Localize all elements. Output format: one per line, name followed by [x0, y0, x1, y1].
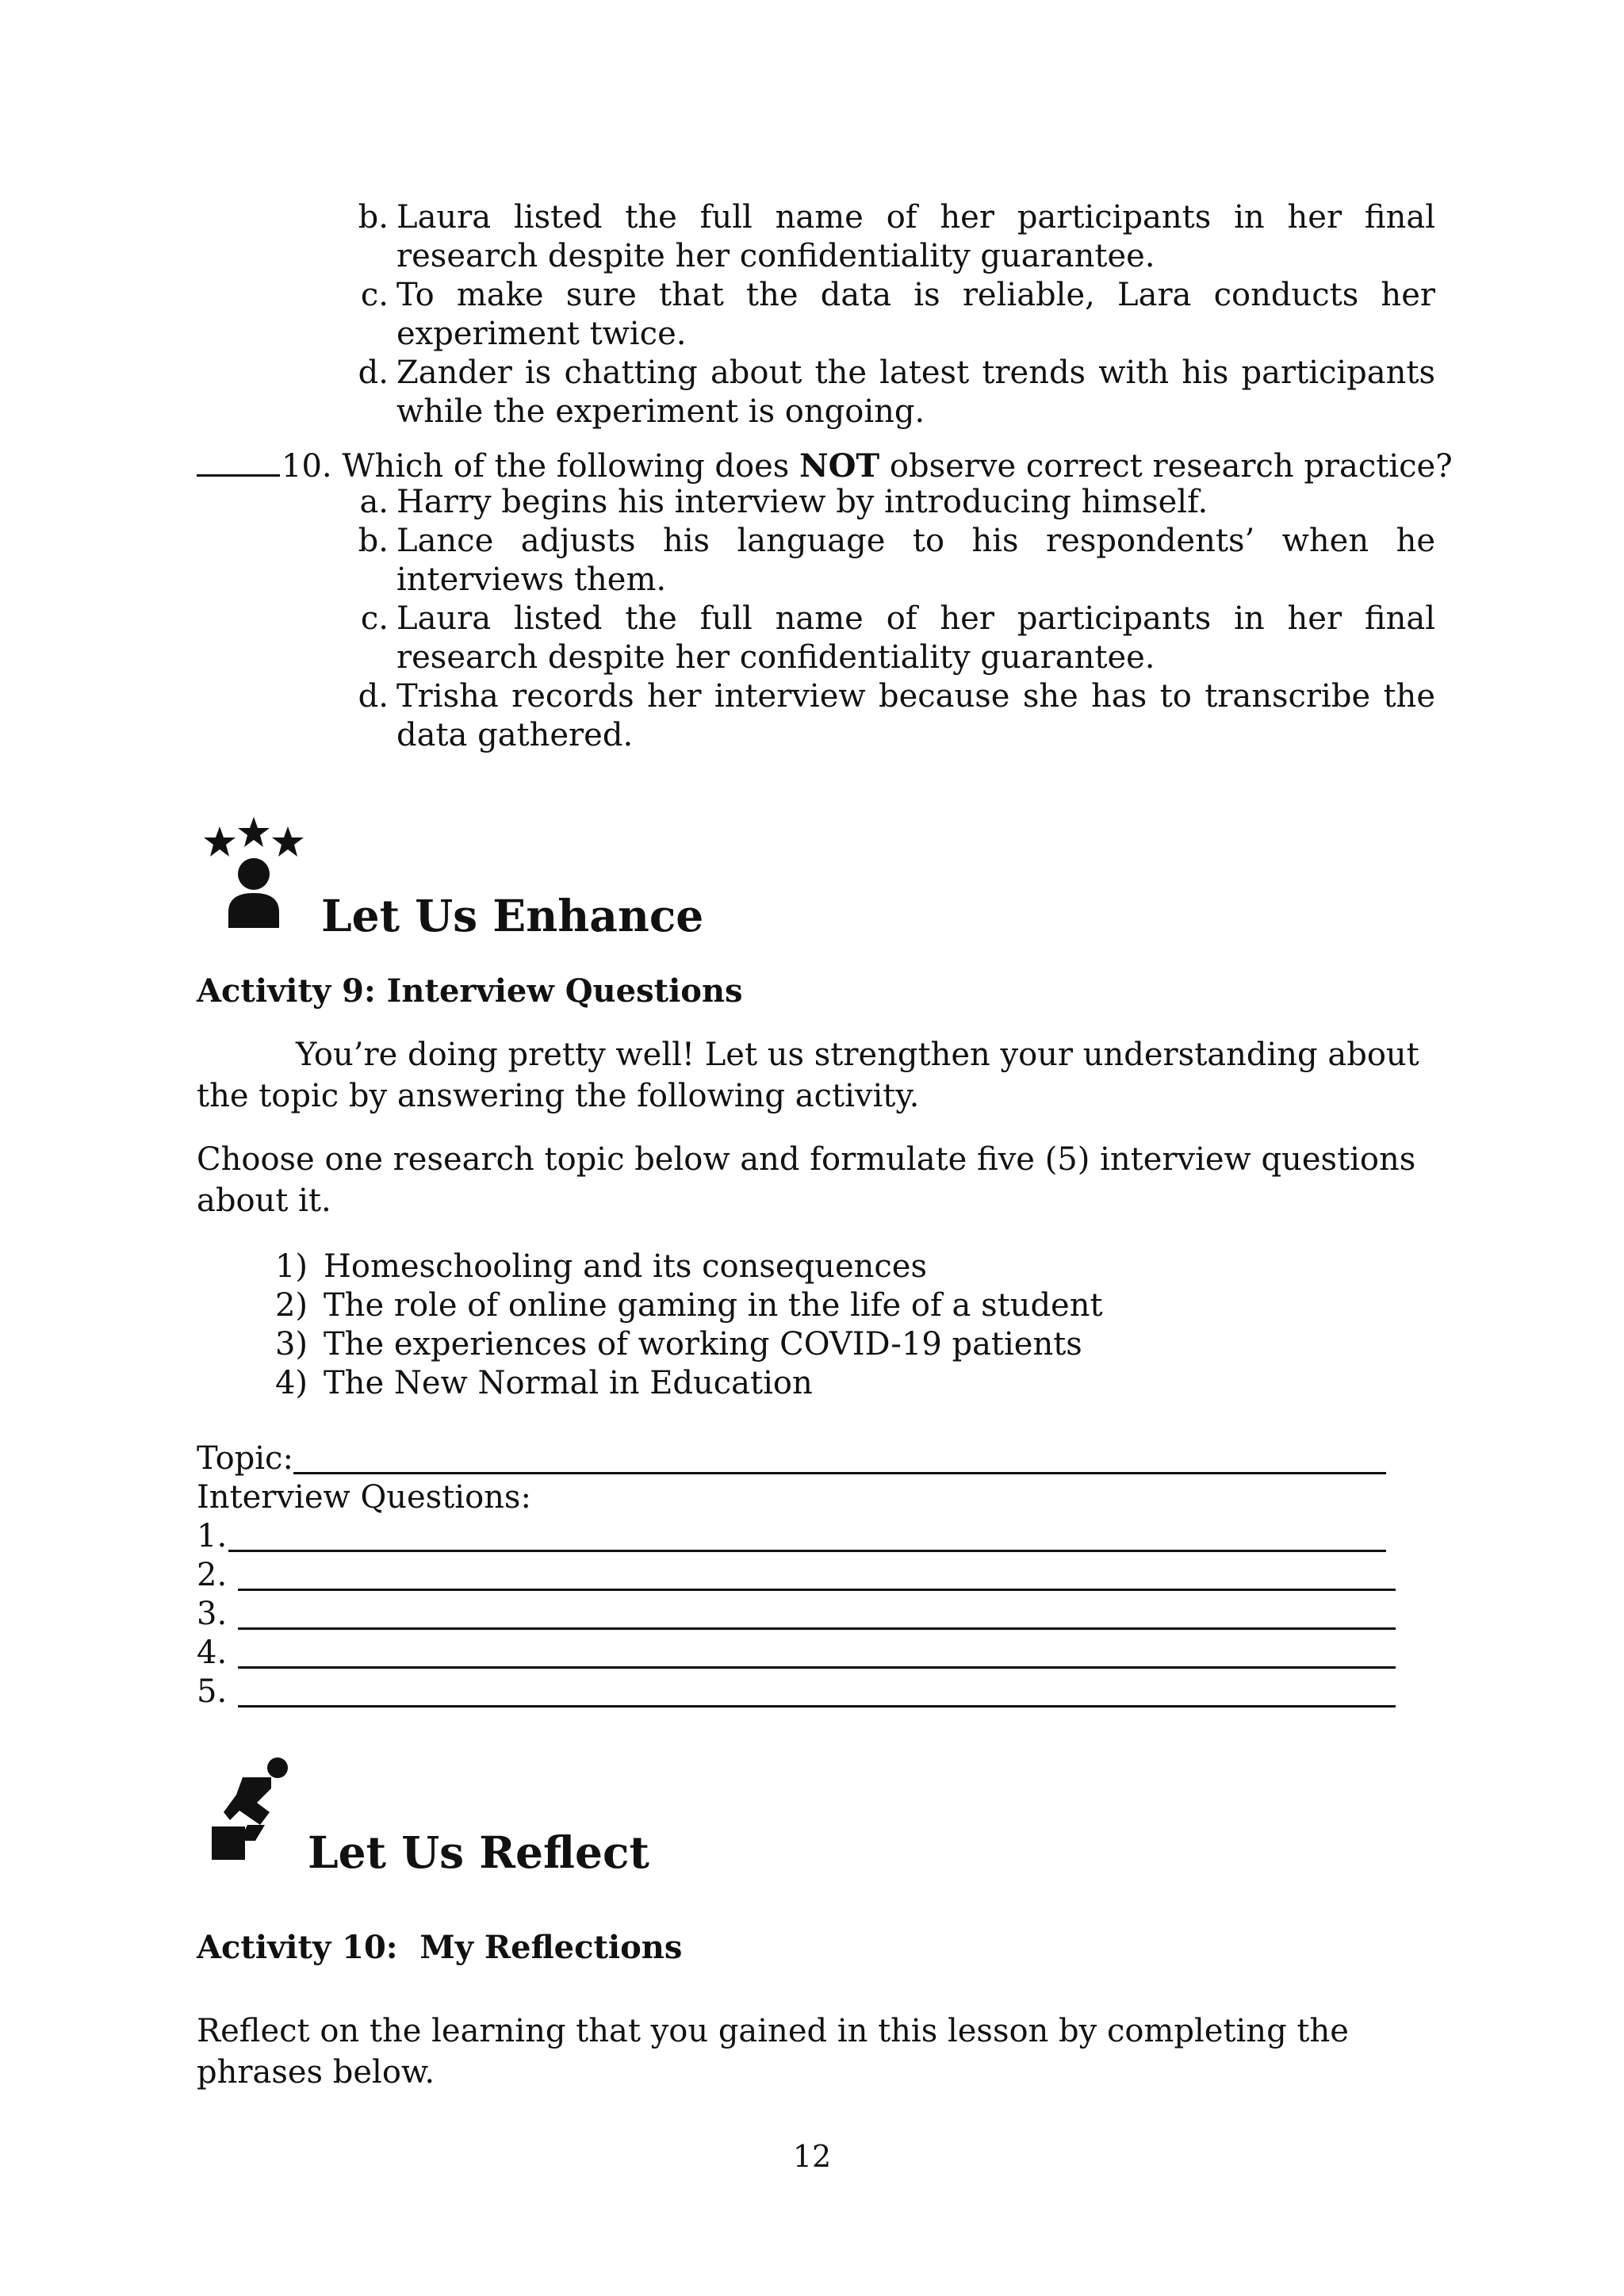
option-text-line: Lance adjusts his language to his respondents’ when he — [396, 523, 1435, 559]
option-text-line: Trisha records her interview because she has to transcribe the — [396, 678, 1435, 715]
topic-answer-line[interactable] — [293, 1472, 1386, 1474]
topic-text: The experiences of working COVID-19 patients — [324, 1326, 1082, 1363]
option-text-line: interviews them. — [396, 562, 667, 598]
activity-10-title: Activity 10: My Reflections — [197, 1929, 683, 1966]
option-letter: a. — [359, 484, 389, 520]
q10-option-c — [341, 600, 1451, 677]
reflect-section-title: Let Us Reflect — [308, 1826, 649, 1878]
question-answer-line[interactable] — [238, 1589, 1396, 1591]
q9-option-b — [341, 198, 1451, 276]
question-10-stem — [197, 444, 1453, 486]
topic-text: Homeschooling and its consequences — [324, 1248, 927, 1285]
option-text-line: research despite her confidentiality guarantee. — [396, 639, 1155, 676]
reflect-icon — [208, 1757, 295, 1864]
question-number-label: 3. — [197, 1596, 228, 1632]
question-number-label: 1. — [197, 1518, 228, 1554]
topic-number: 3) — [274, 1326, 308, 1363]
page-number: 12 — [792, 2139, 832, 2174]
topic-number: 2) — [274, 1287, 308, 1324]
enhance-section-title: Let Us Enhance — [321, 890, 704, 941]
reflect-instruction: Reflect on the learning that you gained in this lesson by completing the phrases below. — [197, 2013, 1349, 2091]
question-answer-line[interactable] — [238, 1705, 1396, 1708]
option-text-line: research despite her confidentiality guarantee. — [396, 238, 1155, 274]
activity-9-title: Activity 9: Interview Questions — [197, 972, 743, 1010]
question-number: 10. — [282, 448, 332, 485]
option-letter: c. — [360, 600, 389, 637]
q10-option-a — [341, 483, 1451, 522]
option-letter: c. — [360, 277, 389, 313]
question-answer-line[interactable] — [228, 1550, 1386, 1552]
option-letter: b. — [358, 199, 389, 236]
topic-number: 4) — [274, 1365, 308, 1401]
q10-option-d — [341, 677, 1451, 755]
question-emphasis: NOT — [799, 447, 880, 485]
topic-label: Topic: — [197, 1440, 293, 1477]
option-text-line: Laura listed the full name of her participants in her final — [396, 199, 1435, 236]
question-number-label: 4. — [197, 1635, 228, 1671]
question-prefix: Which of the following does — [342, 448, 790, 485]
option-text-line: To make sure that the data is reliable, Lara conducts her — [396, 277, 1435, 313]
question-suffix: observe correct research practice? — [889, 448, 1453, 485]
option-text-line: while the experiment is ongoing. — [396, 393, 925, 430]
option-text-line: experiment twice. — [396, 316, 687, 352]
enhance-icon — [202, 817, 305, 936]
enhance-intro: You’re doing pretty well! Let us strengthen your understanding about the topic by answering the following activity. — [197, 1037, 1419, 1114]
question-number-label: 5. — [197, 1673, 228, 1710]
question-number-label: 2. — [197, 1557, 228, 1593]
topic-text: The New Normal in Education — [324, 1365, 813, 1401]
interview-questions-label: Interview Questions: — [197, 1479, 531, 1516]
option-text-line: Laura listed the full name of her participants in her final — [396, 600, 1435, 637]
option-text-line: Zander is chatting about the latest trends with his participants — [396, 355, 1435, 391]
enhance-instruction: Choose one research topic below and formulate five (5) interview questions about it. — [197, 1141, 1416, 1219]
q9-option-c — [341, 276, 1451, 354]
topic-text: The role of online gaming in the life of a student — [324, 1287, 1103, 1324]
q10-option-b — [341, 522, 1451, 600]
option-text-line: data gathered. — [396, 717, 634, 753]
q9-option-d — [341, 354, 1451, 431]
option-letter: d. — [358, 678, 389, 715]
option-letter: d. — [358, 355, 389, 391]
topic-number: 1) — [274, 1248, 308, 1285]
option-text-line: Harry begins his interview by introducing himself. — [396, 484, 1208, 520]
answer-blank[interactable] — [197, 444, 280, 477]
question-answer-line[interactable] — [238, 1666, 1396, 1669]
option-letter: b. — [358, 523, 389, 559]
question-answer-line[interactable] — [238, 1627, 1396, 1630]
